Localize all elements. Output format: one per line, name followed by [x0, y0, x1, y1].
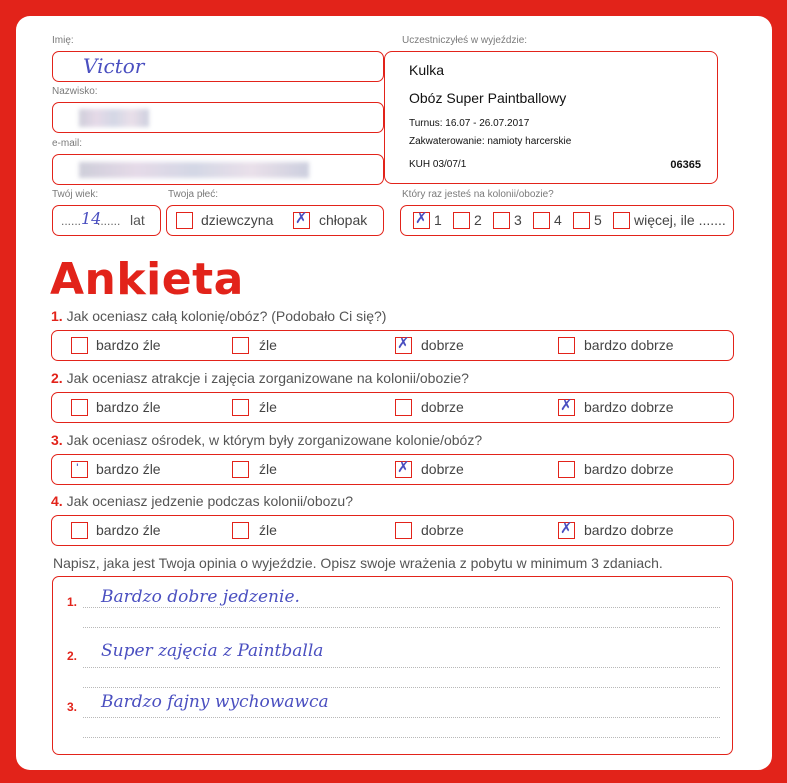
check-scribble-icon: ✗ [295, 209, 308, 227]
times-5-label: 5 [594, 212, 602, 228]
q4-option-1-label: bardzo źle [96, 522, 161, 538]
trip-card [384, 51, 718, 184]
opinion-line-3-number: 3. [67, 700, 78, 714]
writing-line [83, 667, 720, 668]
trip-number: 06365 [670, 159, 701, 171]
q3-option-2-checkbox[interactable] [232, 461, 249, 478]
q4-option-3-checkbox[interactable] [395, 522, 412, 539]
question-4-options [51, 515, 734, 546]
question-3: 3. Jak oceniasz ośrodek, w którym były zorganizowane kolonie/obóz? [51, 432, 483, 448]
gender-boy-label: chłopak [319, 212, 368, 228]
email-label: e-mail: [52, 138, 83, 149]
times-3-checkbox[interactable] [493, 212, 510, 229]
q1-option-3-label: dobrze [421, 337, 464, 353]
q4-option-2-label: źle [259, 522, 277, 538]
writing-line [83, 737, 720, 738]
gender-label: Twoja płeć: [168, 189, 219, 200]
check-scribble-icon: ✗ [415, 209, 428, 227]
check-scribble-icon: ✗ [560, 519, 573, 537]
question-3-options [51, 454, 734, 485]
q3-option-3-label: dobrze [421, 461, 464, 477]
name-field[interactable] [52, 51, 384, 82]
trip-code: KUH 03/07/1 [409, 159, 467, 170]
q3-option-4-label: bardzo dobrze [584, 461, 674, 477]
q4-option-4-label: bardzo dobrze [584, 522, 674, 538]
age-dots-before: ...... [61, 214, 82, 228]
stray-mark-icon: ' [76, 463, 79, 473]
times-label: Który raz jesteś na kolonii/obozie? [402, 189, 554, 200]
q1-option-1-checkbox[interactable] [71, 337, 88, 354]
gender-girl-checkbox[interactable] [176, 212, 193, 229]
check-scribble-icon: ✗ [560, 396, 573, 414]
age-value: 14 [81, 209, 102, 228]
times-1-label: 1 [434, 212, 442, 228]
times-1-checkbox[interactable] [413, 209, 430, 229]
times-3-label: 3 [514, 212, 522, 228]
q4-option-2-checkbox[interactable] [232, 522, 249, 539]
writing-line [83, 607, 720, 608]
trip-accommodation: Zakwaterowanie: namioty harcerskie [409, 136, 572, 147]
q2-option-1-checkbox[interactable] [71, 399, 88, 416]
times-4-label: 4 [554, 212, 562, 228]
gender-boy-checkbox[interactable] [293, 209, 310, 229]
survey-sheet [16, 16, 772, 770]
opinion-box[interactable] [52, 576, 733, 755]
check-scribble-icon: ✗ [397, 458, 410, 476]
surname-field[interactable] [52, 102, 384, 133]
opinion-line-1-number: 1. [67, 595, 78, 609]
times-5-checkbox[interactable] [573, 212, 590, 229]
times-more-label: więcej, ile ....... [634, 212, 726, 228]
writing-line [83, 687, 720, 688]
email-redacted [79, 162, 309, 178]
q2-option-4-label: bardzo dobrze [584, 399, 674, 415]
q2-option-3-checkbox[interactable] [395, 399, 412, 416]
question-4: 4. Jak oceniasz jedzenie podczas kolonii/obozu? [51, 493, 353, 509]
times-2-label: 2 [474, 212, 482, 228]
times-2-checkbox[interactable] [453, 212, 470, 229]
name-value: Victor [83, 54, 145, 78]
q1-option-3-checkbox[interactable] [395, 334, 412, 354]
age-dots-after: ....... [97, 214, 121, 228]
check-scribble-icon: ✗ [397, 334, 410, 352]
q2-option-1-label: bardzo źle [96, 399, 161, 415]
question-1: 1. Jak oceniasz całą kolonię/obóz? (Podobało Ci się?) [51, 308, 387, 324]
q4-option-4-checkbox[interactable] [558, 519, 575, 539]
q1-option-1-label: bardzo źle [96, 337, 161, 353]
q2-option-4-checkbox[interactable] [558, 396, 575, 416]
times-4-checkbox[interactable] [533, 212, 550, 229]
trip-organizer: Kulka [409, 62, 445, 78]
age-unit: lat [130, 212, 145, 228]
q2-option-2-label: źle [259, 399, 277, 415]
writing-line [83, 627, 720, 628]
writing-line [83, 717, 720, 718]
times-more-checkbox[interactable] [613, 212, 630, 229]
q1-option-4-label: bardzo dobrze [584, 337, 674, 353]
question-1-options [51, 330, 734, 361]
times-group [400, 205, 734, 236]
age-label: Twój wiek: [52, 189, 99, 200]
gender-group [166, 205, 384, 236]
q3-option-3-checkbox[interactable] [395, 458, 412, 478]
opinion-answer-2: Super zajęcia z Paintballa [101, 641, 324, 661]
surname-redacted [79, 109, 149, 127]
q3-option-2-label: źle [259, 461, 277, 477]
q3-option-1-checkbox[interactable] [71, 461, 88, 478]
trip-name: Obóz Super Paintballowy [409, 90, 567, 106]
q1-option-2-checkbox[interactable] [232, 337, 249, 354]
q4-option-3-label: dobrze [421, 522, 464, 538]
email-field[interactable] [52, 154, 384, 185]
opinion-answer-1: Bardzo dobre jedzenie. [101, 587, 300, 607]
opinion-prompt: Napisz, jaka jest Twoja opinia o wyjeździe. Opisz swoje wrażenia z pobytu w minimum 3 zdaniach. [53, 555, 663, 571]
q2-option-2-checkbox[interactable] [232, 399, 249, 416]
opinion-answer-3: Bardzo fajny wychowawca [101, 692, 329, 712]
q3-option-4-checkbox[interactable] [558, 461, 575, 478]
trip-turnus: Turnus: 16.07 - 26.07.2017 [409, 118, 530, 129]
q2-option-3-label: dobrze [421, 399, 464, 415]
name-label: Imię: [52, 35, 74, 46]
q1-option-4-checkbox[interactable] [558, 337, 575, 354]
q4-option-1-checkbox[interactable] [71, 522, 88, 539]
gender-girl-label: dziewczyna [201, 212, 274, 228]
surname-label: Nazwisko: [52, 86, 98, 97]
q3-option-1-label: bardzo źle [96, 461, 161, 477]
question-2-options [51, 392, 734, 423]
survey-title: Ankieta [50, 254, 244, 305]
question-2: 2. Jak oceniasz atrakcje i zajęcia zorganizowane na kolonii/obozie? [51, 370, 469, 386]
q1-option-2-label: źle [259, 337, 277, 353]
participant-label: Uczestniczyłeś w wyjeździe: [402, 35, 528, 46]
opinion-line-2-number: 2. [67, 649, 78, 663]
age-field[interactable] [52, 205, 161, 236]
